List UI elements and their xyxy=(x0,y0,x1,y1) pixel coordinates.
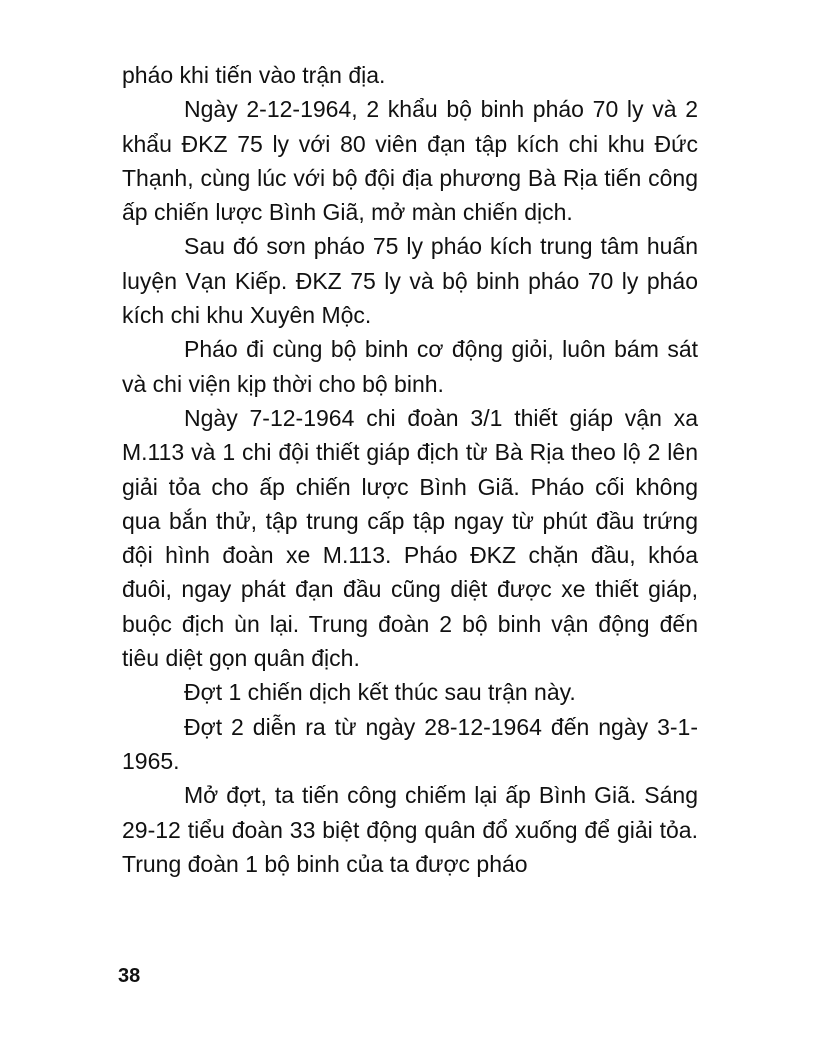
paragraph: Mở đợt, ta tiến công chiếm lại ấp Bình Giã. Sáng 29-12 tiểu đoàn 33 biệt động quân đổ xuống để giải tỏa. Trung đoàn 1 bộ binh của ta được pháo xyxy=(122,782,698,877)
paragraph-continuation: pháo khi tiến vào trận địa. xyxy=(122,62,386,88)
paragraph: Đợt 1 chiến dịch kết thúc sau trận này. xyxy=(184,679,576,706)
paragraph: Ngày 7-12-1964 chi đoàn 3/1 thiết giáp vận xa M.113 và 1 chi đội thiết giáp địch từ Bà Rịa theo lộ 2 lên giải tỏa cho ấp chiến lược Bình Giã. Pháo cối không qua bắn thử, tập trung cấp tập ngay từ phút đầu trứng đội hình đoàn xe M.113. Pháo ĐKZ chặn đầu, khóa đuôi, ngay phát đạn đầu cũng diệt được xe thiết giáp, buộc địch ùn lại. Trung đoàn 2 bộ binh vận động đến tiêu diệt gọn quân địch. xyxy=(122,404,698,672)
page-number: 38 xyxy=(118,965,141,987)
body-text xyxy=(122,58,698,881)
paragraph: Pháo đi cùng bộ binh cơ động giỏi, luôn bám sát và chi viện kịp thời cho bộ binh. xyxy=(122,336,698,397)
paragraph: Ngày 2-12-1964, 2 khẩu bộ binh pháo 70 ly và 2 khẩu ĐKZ 75 ly với 80 viên đạn tập kích chi khu Đức Thạnh, cùng lúc với bộ đội địa phương Bà Rịa tiến công ấp chiến lược Bình Giã, mở màn chiến dịch. xyxy=(122,96,698,226)
paragraph: Sau đó sơn pháo 75 ly pháo kích trung tâm huấn luyện Vạn Kiếp. ĐKZ 75 ly và bộ binh pháo 70 ly pháo kích chi khu Xuyên Mộc. xyxy=(122,233,698,329)
paragraph: Đợt 2 diễn ra từ ngày 28-12-1964 đến ngày 3-1-1965. xyxy=(122,713,698,774)
